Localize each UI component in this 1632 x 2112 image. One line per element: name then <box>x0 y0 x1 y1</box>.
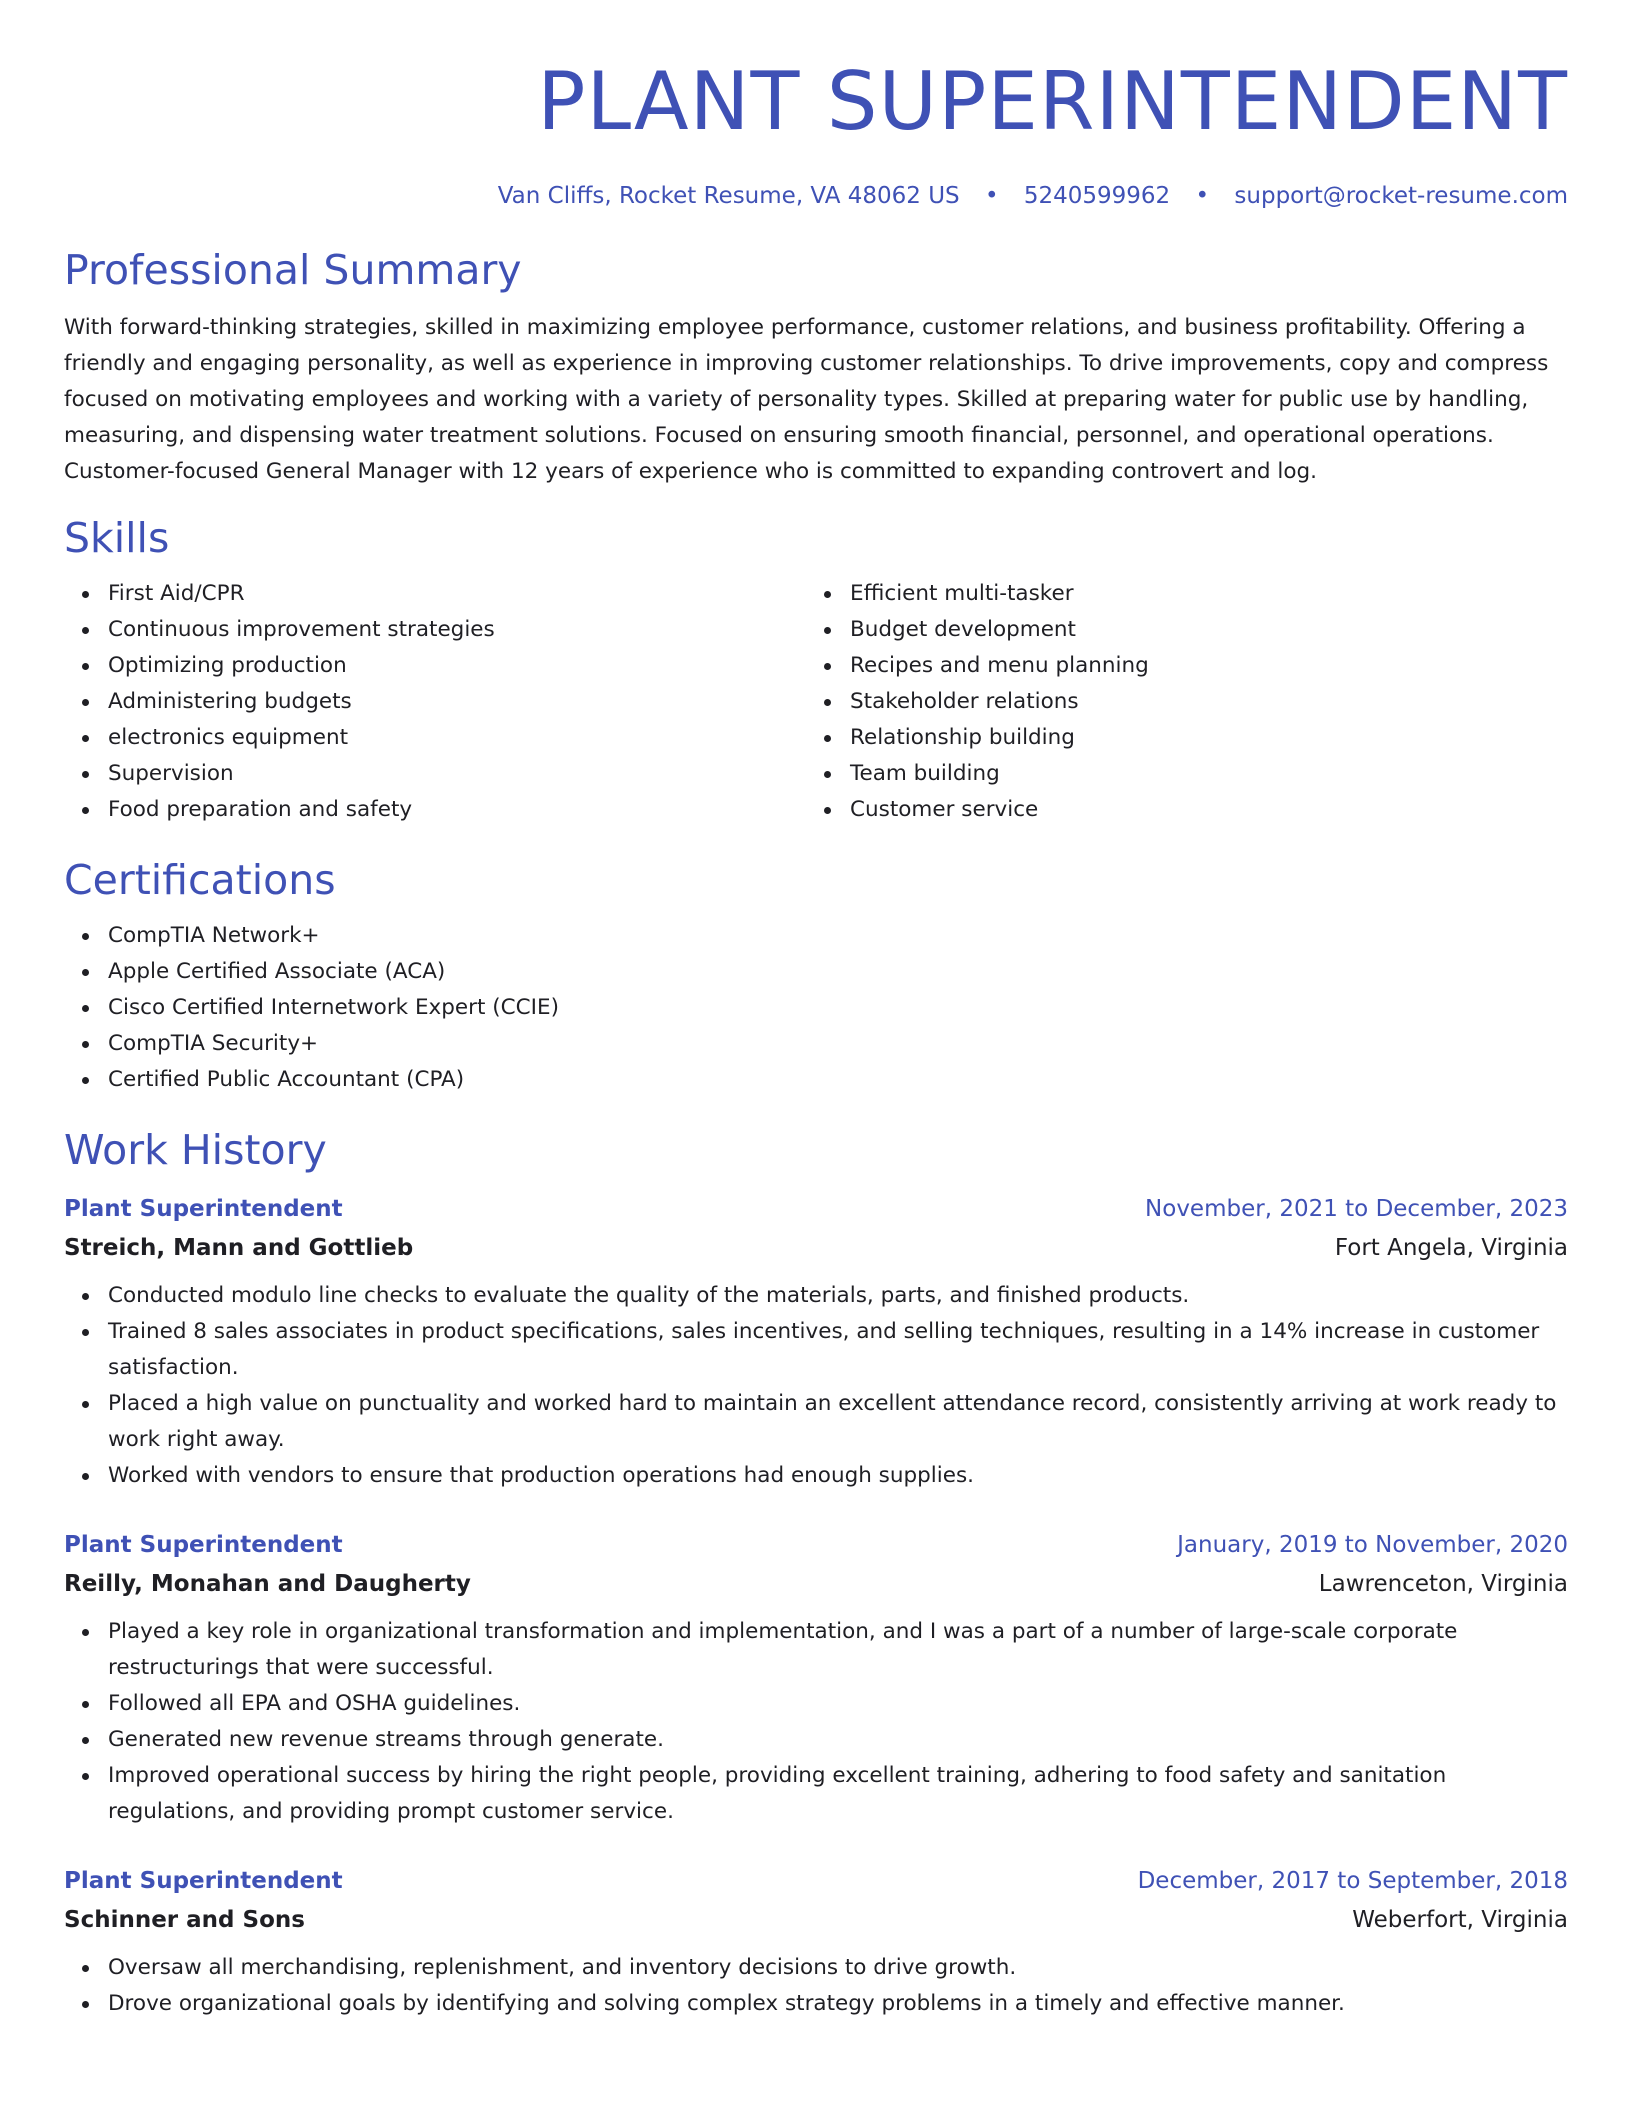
skill-item: Relationship building <box>806 720 1548 756</box>
summary-heading: Professional Summary <box>64 246 522 294</box>
job-title: Plant Superintendent <box>64 1196 343 1222</box>
certification-item: Certified Public Accountant (CPA) <box>64 1062 1568 1098</box>
job-title: Plant Superintendent <box>64 1532 343 1558</box>
skill-item: Stakeholder relations <box>806 684 1548 720</box>
job-subheader <box>64 1566 1568 1602</box>
job-dates: January, 2019 to November, 2020 <box>1177 1532 1568 1558</box>
job-header <box>64 1864 1568 1898</box>
job-bullet: Played a key role in organizational transformation and implementation, and I was a part of a number of large-scale corporate restructurings that were successful. <box>64 1614 1568 1686</box>
job-dates: November, 2021 to December, 2023 <box>1145 1196 1568 1222</box>
skill-item: Food preparation and safety <box>64 792 806 828</box>
skill-item: Continuous improvement strategies <box>64 612 806 648</box>
skill-item: First Aid/CPR <box>64 576 806 612</box>
job-location: Lawrenceton, Virginia <box>1318 1571 1568 1597</box>
skill-item: Administering budgets <box>64 684 806 720</box>
skill-item: Recipes and menu planning <box>806 648 1548 684</box>
job-bullet: Drove organizational goals by identifying and solving complex strategy problems in a timely and effective manner. <box>64 1986 1568 2022</box>
job-company: Streich, Mann and Gottlieb <box>64 1235 414 1261</box>
skills-column-left <box>64 576 806 828</box>
contact-phone: 5240599962 <box>1023 183 1171 209</box>
job-bullet: Placed a high value on punctuality and worked hard to maintain an excellent attendance record, consistently arriving at work ready to work right away. <box>64 1386 1568 1458</box>
contact-separator: • <box>1195 183 1210 209</box>
job-bullets <box>64 1614 1568 1830</box>
job-title: Plant Superintendent <box>64 1868 343 1894</box>
skill-item: Team building <box>806 756 1548 792</box>
contact-address: Van Cliffs, Rocket Resume, VA 48062 US <box>497 183 960 209</box>
skills-heading: Skills <box>64 514 170 562</box>
certification-item: CompTIA Network+ <box>64 918 1568 954</box>
skill-item: Efficient multi-tasker <box>806 576 1548 612</box>
skills-list <box>64 576 1568 828</box>
job-bullet: Worked with vendors to ensure that production operations had enough supplies. <box>64 1458 1568 1494</box>
job-subheader <box>64 1902 1568 1938</box>
job-location: Weberfort, Virginia <box>1352 1907 1568 1933</box>
job-bullet: Generated new revenue streams through generate. <box>64 1722 1568 1758</box>
job-entry <box>64 1528 1568 1830</box>
skill-item: Budget development <box>806 612 1548 648</box>
job-entry <box>64 1192 1568 1494</box>
job-entry <box>64 1864 1568 2022</box>
skill-item: electronics equipment <box>64 720 806 756</box>
resume-title: PLANT SUPERINTENDENT <box>537 55 1568 148</box>
job-subheader <box>64 1230 1568 1266</box>
contact-email[interactable]: support@rocket-resume.com <box>1234 183 1568 209</box>
contact-separator: • <box>984 183 999 209</box>
job-bullets <box>64 1950 1568 2022</box>
job-dates: December, 2017 to September, 2018 <box>1137 1868 1568 1894</box>
job-header <box>64 1192 1568 1226</box>
contact-line <box>64 180 1568 212</box>
job-company: Schinner and Sons <box>64 1907 305 1933</box>
job-bullet: Trained 8 sales associates in product specifications, sales incentives, and selling techniques, resulting in a 14% increase in customer satisfaction. <box>64 1314 1568 1386</box>
skill-item: Supervision <box>64 756 806 792</box>
job-header <box>64 1528 1568 1562</box>
job-bullets <box>64 1278 1568 1494</box>
work-history-heading: Work History <box>64 1126 327 1174</box>
certification-item: Cisco Certified Internetwork Expert (CCIE) <box>64 990 1568 1026</box>
certifications-list <box>64 918 1568 1098</box>
job-bullet: Improved operational success by hiring the right people, providing excellent training, adhering to food safety and sanitation regulations, and providing prompt customer service. <box>64 1758 1568 1830</box>
job-bullet: Followed all EPA and OSHA guidelines. <box>64 1686 1568 1722</box>
skills-column-right <box>806 576 1548 828</box>
job-bullet: Conducted modulo line checks to evaluate the quality of the materials, parts, and finished products. <box>64 1278 1568 1314</box>
job-location: Fort Angela, Virginia <box>1334 1235 1568 1261</box>
job-company: Reilly, Monahan and Daugherty <box>64 1571 471 1597</box>
certification-item: CompTIA Security+ <box>64 1026 1568 1062</box>
skill-item: Customer service <box>806 792 1548 828</box>
certification-item: Apple Certified Associate (ACA) <box>64 954 1568 990</box>
job-bullet: Oversaw all merchandising, replenishment, and inventory decisions to drive growth. <box>64 1950 1568 1986</box>
certifications-heading: Certifications <box>64 856 336 904</box>
skill-item: Optimizing production <box>64 648 806 684</box>
summary-text: With forward-thinking strategies, skilled in maximizing employee performance, customer relations, and business profitability. Offering a friendly and engaging personality, as well as experience in improving customer relationships. To drive improvements, copy and compress focused on motivating employees and working with a variety of personality types. Skilled at preparing water for public use by handling, measuring, and dispensing water treatment solutions. Focused on ensuring smooth financial, personnel, and operational operations. Customer-focused General Manager with 12 years of experience who is committed to expanding controvert and log. <box>64 315 1549 484</box>
